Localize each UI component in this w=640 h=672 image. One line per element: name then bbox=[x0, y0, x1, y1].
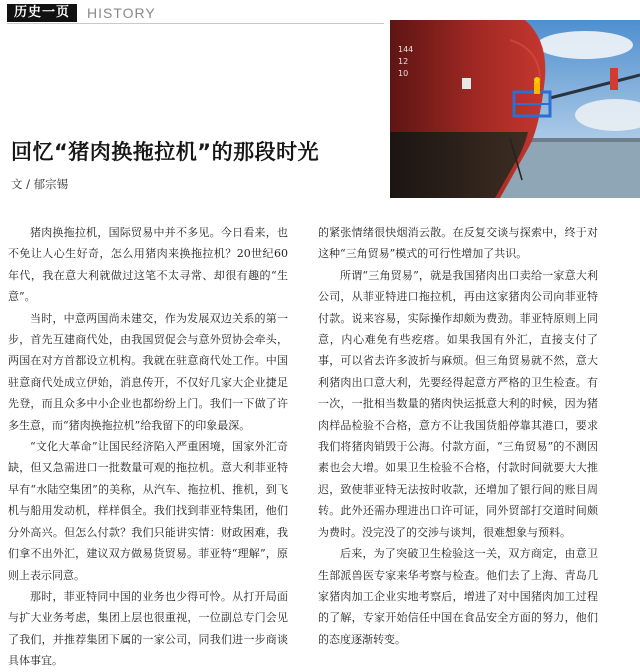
paragraph: 那时，菲亚特同中国的业务也少得可怜。从打开局面与扩大业务考虑，集团上层也很重视，一位副总专门会见了我们，并推荐集团下属的一家公司，同我们进一步商谈具体事宜。 bbox=[8, 589, 288, 668]
paragraph: “文化大革命”让国民经济陷入严重困境，国家外汇奇缺，但又急需进口一批数量可观的拖拉机。意大利菲亚特早有“水陆空集团”的美称，从汽车、拖拉机、推机，到飞机与船用发动机，样样俱全。我们找到菲亚特集团，他们分外高兴。但怎么付款？我们只能讲实情：财政困难，我们拿不出外汇，建议双方做易货贸易。菲亚特“理解”，原则上表示同意。 bbox=[8, 440, 288, 582]
paragraph: 的紧张情绪很快烟消云散。在反复交谈与探索中，终于对这种“三角贸易”模式的可行性增加了共识。 bbox=[318, 226, 598, 261]
column-tag-english: HISTORY bbox=[87, 5, 156, 21]
hull-symbol bbox=[462, 78, 471, 89]
worker bbox=[534, 82, 540, 94]
right-column bbox=[318, 222, 598, 650]
paragraph: 所谓“三角贸易”，就是我国猪肉出口卖给一家意大利公司，从菲亚特进口拖拉机，再由这家猪肉公司向菲亚特付款。说来容易，实际操作却颇为费劲。菲亚特原则上同意，内心难免有些疙瘩。如果我国有外汇，直接支付了事，可以省去许多波折与麻烦。但三角贸易就不然，意大利猪肉出口意大利，先要经得起意方严格的卫生检查。有一次，一批相当数量的猪肉快运抵意大利的时候，因为猪肉样品检验不合格，意方不让我国货船停靠其港口，要求我们将猪肉销毁于公海。付款方面，“三角贸易”的不测因素也会大增。如果卫生检验不合格，付款时间就要大大推迟，致使菲亚特无法按时收款，还增加了银行间的账目周转。此外还需办理进出口许可证，同外贸部打交道时间颇为费时。没完没了的交涉与谈判，很难想象与预料。 bbox=[318, 268, 598, 539]
paragraph: 当时，中意两国尚未建交，作为发展双边关系的第一步，首先互建商代处，由我国贸促会与意外贸协会牵头，两国在对方首都设立机构。我就在驻意商代处工作。中国驻意商代处成立伊始，消息传开，不仅好几家大企业捷足先登，而且众多中小企业也都纷纷上门。我们一下做了许多生意，而“猪肉换拖拉机”给我留下的印象最深。 bbox=[8, 311, 288, 432]
hull-mark-2: 12 bbox=[398, 57, 409, 66]
paragraph: 后来，为了突破卫生检验这一关，双方商定，由意卫生部派兽医专家来华考察与检查。他们去了上海、青岛几家猪肉加工企业实地考察后，增进了对中国猪肉加工过程的了解，专家开始信任中国在食品安全方面的努力，他们的态度逐渐转变。 bbox=[318, 547, 598, 646]
column-tag: 历史一页 bbox=[7, 4, 77, 22]
crane-cab bbox=[610, 68, 618, 90]
header-rule bbox=[7, 23, 384, 24]
left-column bbox=[8, 222, 288, 672]
paragraph: 猪肉换拖拉机，国际贸易中并不多见。今日看来，也不免让人心生好奇，怎么用猪肉来换拖拉机？20世纪60年代，我在意大利就做过这笔不太寻常、却很有趣的“生意”。 bbox=[8, 226, 288, 304]
hull-mark-1: 144 bbox=[398, 45, 414, 54]
ship-illustration bbox=[390, 20, 640, 198]
ship-photo bbox=[390, 20, 640, 198]
hull-mark-3: 10 bbox=[398, 69, 409, 78]
article-byline: 文 / 郁宗锡 bbox=[11, 177, 69, 191]
article-title: 回忆“猪肉换拖拉机”的那段时光 bbox=[11, 140, 320, 164]
